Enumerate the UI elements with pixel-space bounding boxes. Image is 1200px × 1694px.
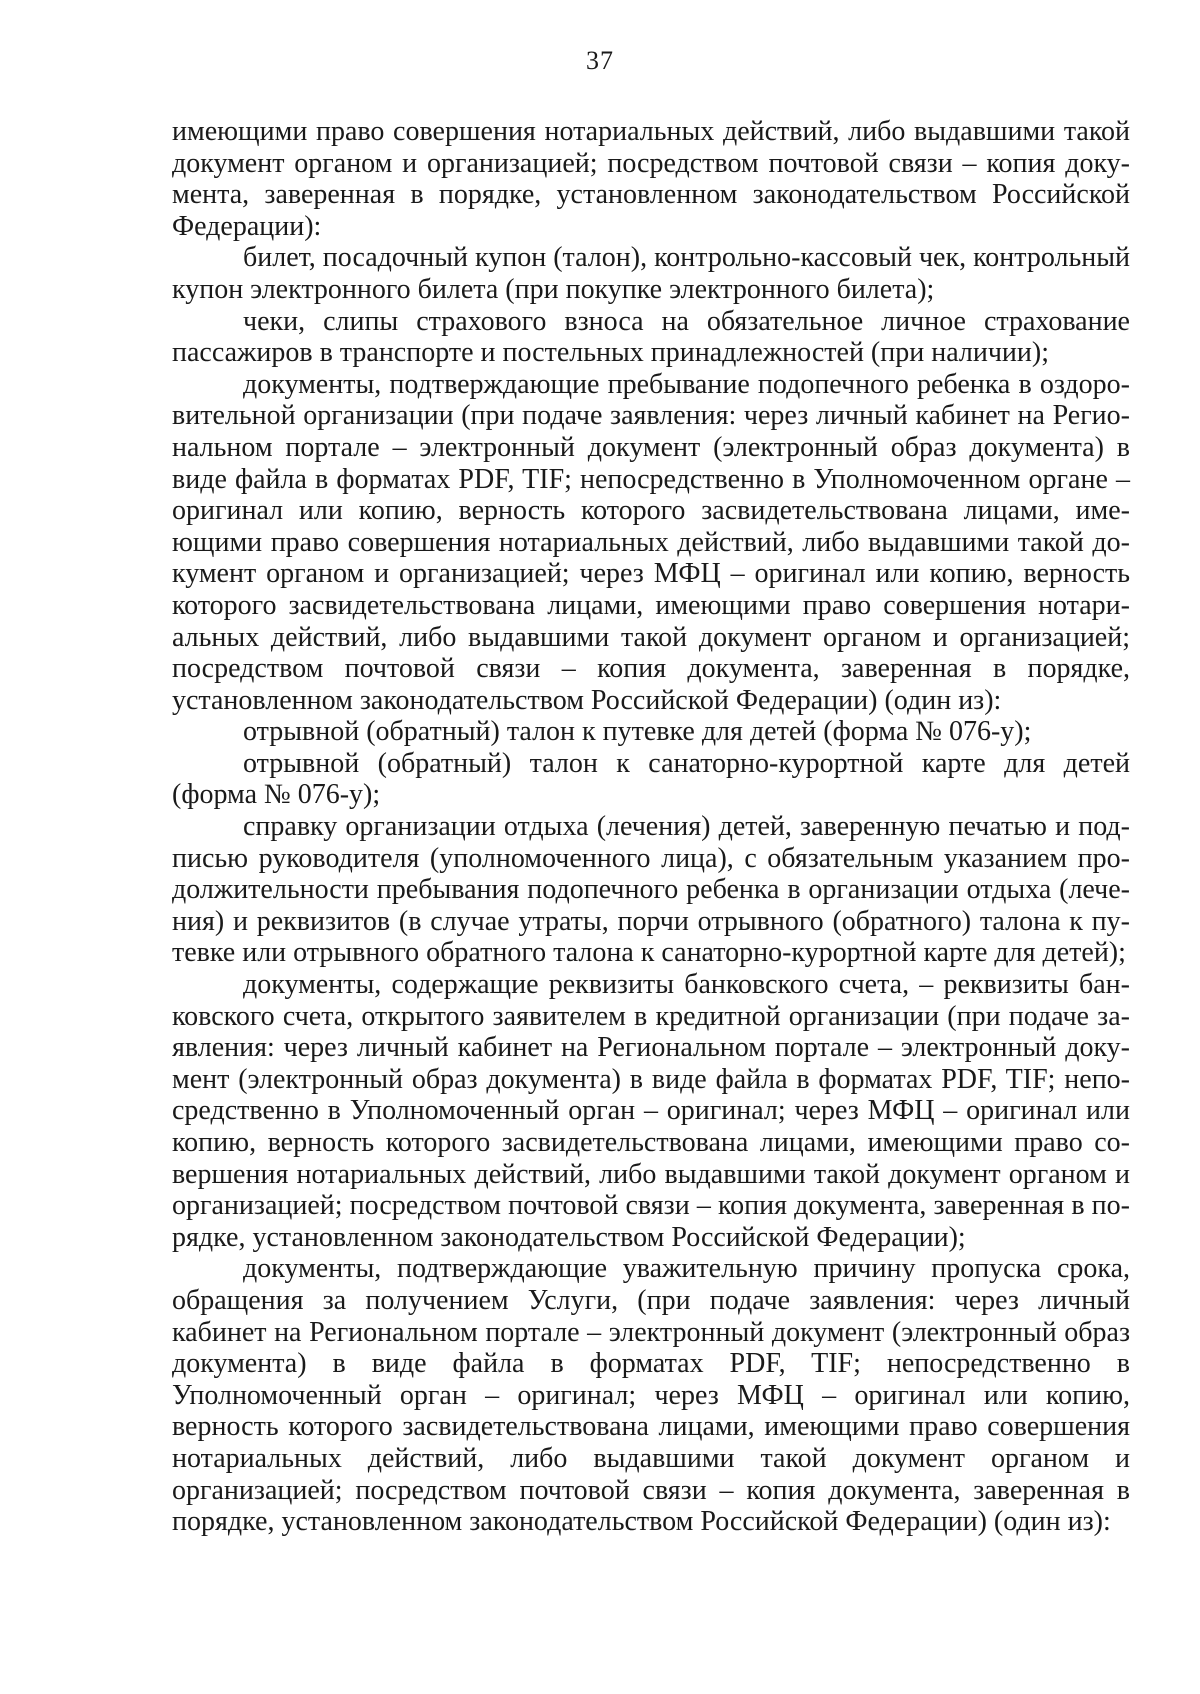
paragraph-voucher-stub: отрывной (обратный) талон к путевке для детей (форма № 076-у); [243,716,1032,748]
paragraph-health-stay-documents: документы, подтверждающие пребывание подопечного ребенка в оздоровительной организации (при подаче заявления: через личный кабинет на Региональном портале – электронный документ (электронный образ документа) в виде файла в форматах PDF, TIF; непосредственно в Уполномоченном органе – оригинал или копию, верность которого засвидетельствована лицами, имеющими право совершения нотариальных действий, либо выдавшими такой документ органом и организацией; через МФЦ – оригинал или копию, верность которого засвидетельствована лицами, имеющими право совершения нотариальных действий, либо выдавшими такой документ органом и организацией; посредством почтовой связи – копия документа, заверенная в порядке, установленном законодательством Российской Федерации) (один из): [172,368,1130,716]
paragraph-organization-certificate: справку организации отдыха (лечения) детей, заверенную печатью и подписью руководителя (уполномоченного лица), с обязательным указанием продолжительности пребывания подопечного ребенка в организации отдыха (лечения) и реквизитов (в случае утраты, порчи отрывного (обратного) талона к путевке или отрывного обратного талона к санаторно-курортной карте для детей); [172,811,1130,969]
page-number: 37 [586,46,614,75]
paragraph-insurance-slips: чеки, слипы страхового взноса на обязательное личное страхование пассажиров в транспорте и постельных принадлежностей (при наличии); [172,305,1130,369]
paragraph-sanatorium-card-stub: отрывной (обратный) талон к санаторно-курортной карте для детей (форма № 076-у); [172,747,1130,811]
document-body [172,116,1130,1538]
paragraph-valid-reason: документы, подтверждающие уважительную причину пропуска срока, обращения за получением Услуги, (при подаче заявления: через личный кабинет на Региональном портале – электронный документ (электронный образ документа) в виде файла в форматах PDF, TIF; непосредственно в Уполномоченный орган – оригинал; через МФЦ – оригинал или копию, верность которого засвидетельствована лицами, имеющими право совершения нотариальных действий, либо выдавшими такой документ органом и организацией; посредством почтовой связи – копия документа, заверенная в порядке, установленном законодательством Российской Федерации) (один из): [172,1253,1130,1538]
paragraph-ticket: билет, посадочный купон (талон), контрольно-кассовый чек, контрольный купон электронного билета (при покупке электронного билета); [172,242,1130,305]
paragraph-continuation: имеющими право совершения нотариальных действий, либо выдавшими такой документ органом и организацией; посредством почтовой связи – копия документа, заверенная в порядке, установленном законодательством Российской Федерации): [172,116,1130,242]
paragraph-bank-details: документы, содержащие реквизиты банковского счета, – реквизиты банковского счета, открытого заявителем в кредитной организации (при подаче заявления: через личный кабинет на Региональном портале – электронный документ (электронный образ документа) в виде файла в форматах PDF, TIF; непосредственно в Уполномоченный орган – оригинал; через МФЦ – оригинал или копию, верность которого засвидетельствована лицами, имеющими право совершения нотариальных действий, либо выдавшими такой документ органом и организацией; посредством почтовой связи – копия документа, заверенная в порядке, установленном законодательством Российской Федерации); [172,969,1130,1253]
